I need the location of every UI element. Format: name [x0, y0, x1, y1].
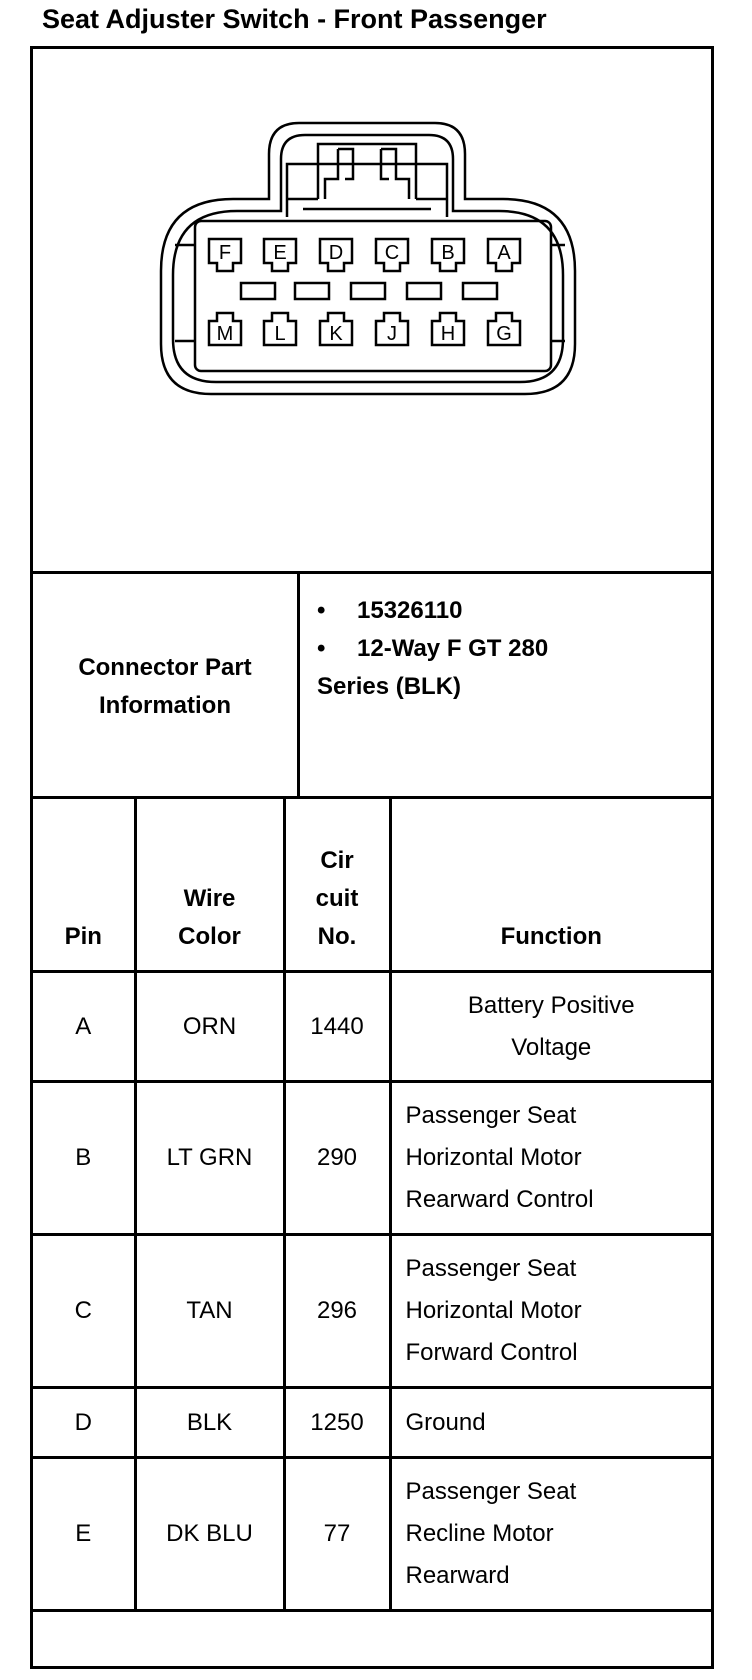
part-info-item [317, 630, 697, 668]
terminal-K [320, 313, 352, 345]
terminal-D [320, 239, 352, 271]
bullet-icon: • [317, 635, 326, 662]
pinout-table [33, 796, 711, 1612]
terminal-G [488, 313, 520, 345]
terminal-F [209, 239, 241, 271]
terminal-label-H: H [440, 323, 456, 345]
circuit-cell: 290 [284, 1082, 390, 1235]
terminal-label-B: B [441, 242, 455, 264]
connector-table [30, 46, 714, 1669]
terminal-J [376, 313, 408, 345]
terminal-label-C: C [384, 242, 400, 264]
bullet-icon: • [317, 597, 326, 624]
part-info-label-line1: Connector Part [78, 653, 252, 681]
terminal-C [376, 239, 408, 271]
connector-part-info-row [33, 571, 711, 799]
terminal-label-J: J [387, 323, 397, 345]
table-row [33, 1458, 711, 1611]
function-cell: Battery Positive Voltage [390, 972, 711, 1082]
header-pin: Pin [33, 798, 135, 972]
terminal-label-A: A [497, 242, 511, 264]
page-title: Seat Adjuster Switch - Front Passenger [42, 4, 547, 34]
circuit-cell: 77 [284, 1458, 390, 1611]
latch-inner [318, 144, 416, 199]
latch-ledge [287, 199, 447, 209]
terminal-B [432, 239, 464, 271]
part-number: 15326110 [357, 597, 463, 624]
header-function: Function [390, 798, 711, 972]
wire-color-cell: LT GRN [135, 1082, 284, 1235]
terminal-label-E: E [273, 242, 287, 264]
table-row [33, 1082, 711, 1235]
part-info-label-line2: Information [99, 691, 231, 719]
connector-diagram-cell [33, 49, 711, 571]
circuit-cell: 1440 [284, 972, 390, 1082]
pin-cell: D [33, 1388, 135, 1458]
pin-cell: E [33, 1458, 135, 1611]
circuit-cell: 296 [284, 1235, 390, 1388]
function-cell: Passenger Seat Horizontal Motor Forward Control [390, 1235, 711, 1388]
terminal-H [432, 313, 464, 345]
terminal-label-M: M [216, 323, 234, 345]
table-row [33, 1235, 711, 1388]
wire-color-cell: DK BLU [135, 1458, 284, 1611]
circuit-cell: 1250 [284, 1388, 390, 1458]
function-cell: Ground [390, 1388, 711, 1458]
terminal-label-L: L [274, 323, 286, 345]
terminal-label-K: K [329, 323, 343, 345]
connector-description-continued: Series (BLK) [317, 673, 462, 700]
wire-color-cell: ORN [135, 972, 284, 1082]
terminal-M [209, 313, 241, 345]
pin-cell: C [33, 1235, 135, 1388]
latch-tab-left [325, 149, 353, 199]
latch-tab-right [381, 149, 409, 199]
table-row [33, 1388, 711, 1458]
header-wire-color: Wire Color [135, 798, 284, 972]
connector-description: 12-Way F GT 280 [357, 635, 549, 662]
table-row [33, 972, 711, 1082]
terminal-E [264, 239, 296, 271]
function-cell: Passenger Seat Recline Motor Rearward [390, 1458, 711, 1611]
part-info-item [317, 592, 697, 630]
pin-cell: B [33, 1082, 135, 1235]
terminal-label-F: F [218, 242, 232, 264]
terminal-L [264, 313, 296, 345]
connector-face-diagram [33, 49, 711, 571]
header-circuit-no: Cir cuit No. [284, 798, 390, 972]
terminal-label-G: G [496, 323, 512, 345]
part-info-label [33, 574, 300, 799]
function-cell: Passenger Seat Horizontal Motor Rearward Control [390, 1082, 711, 1235]
pin-cell: A [33, 972, 135, 1082]
wire-color-cell: BLK [135, 1388, 284, 1458]
part-info-list [317, 592, 697, 706]
wire-color-cell: TAN [135, 1235, 284, 1388]
terminal-A [488, 239, 520, 271]
terminal-label-D: D [328, 242, 344, 264]
